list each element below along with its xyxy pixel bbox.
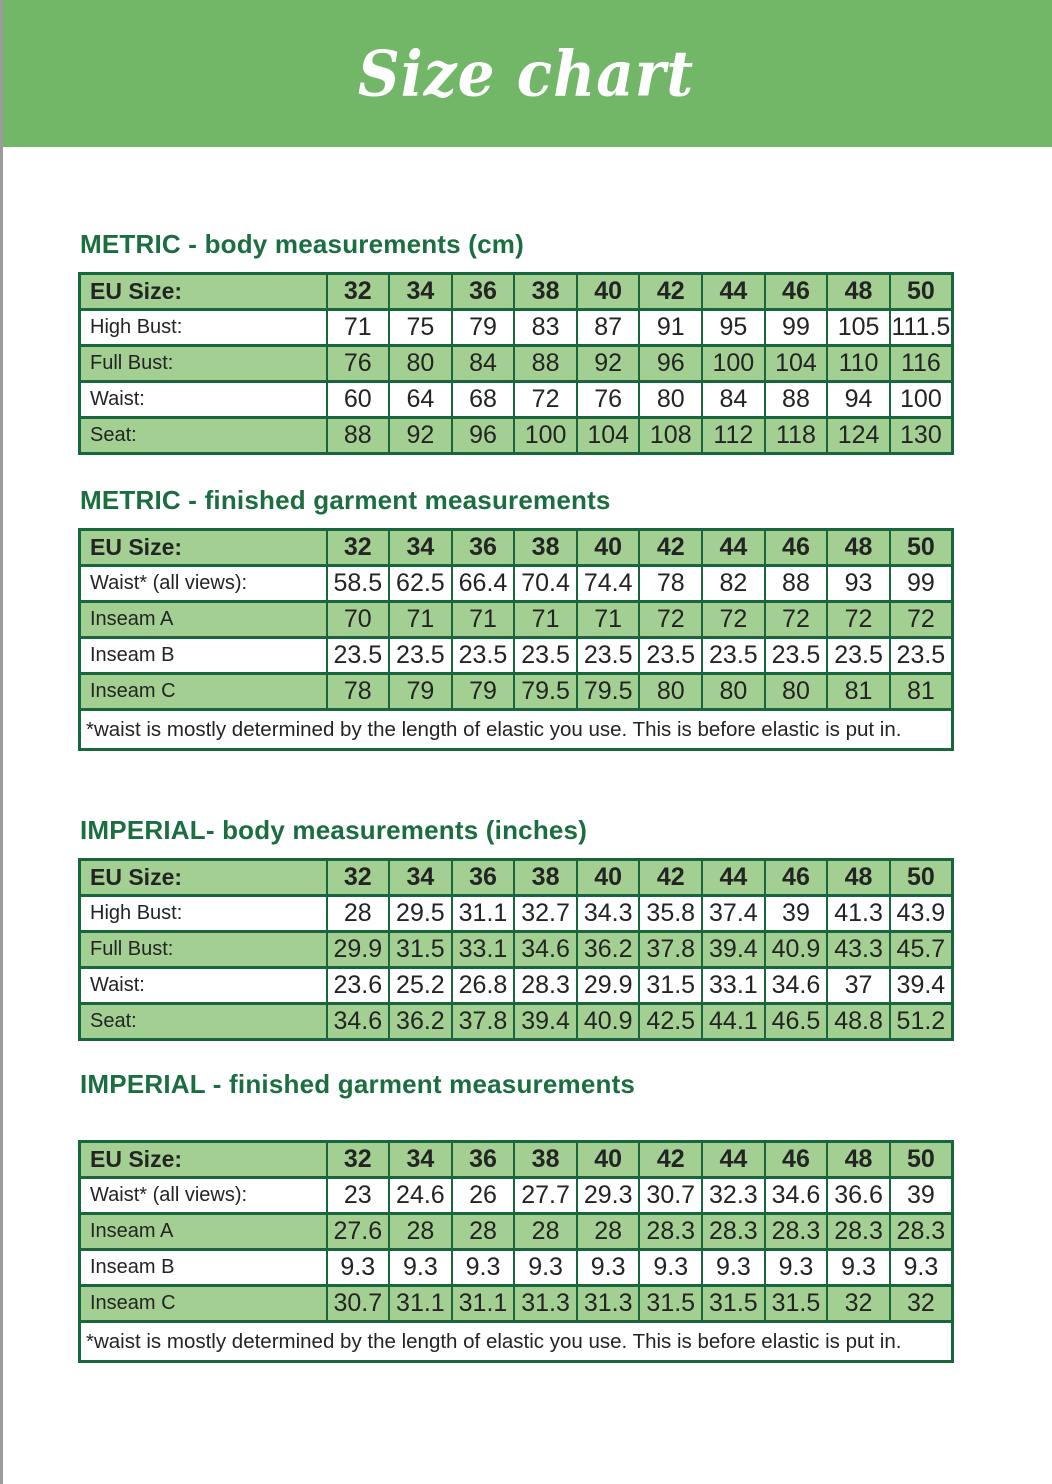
measurement-value: 28.3 bbox=[702, 1214, 765, 1250]
footnote-text: *waist is mostly determined by the length of elastic you use. This is before elastic is put in. bbox=[80, 1322, 953, 1362]
measurement-value: 23.5 bbox=[639, 638, 702, 674]
page-edge-line bbox=[0, 0, 3, 1484]
row-label: Inseam A bbox=[80, 602, 327, 638]
measurement-value: 31.1 bbox=[389, 1286, 452, 1322]
measurement-value: 100 bbox=[514, 418, 577, 454]
measurement-value: 94 bbox=[827, 382, 890, 418]
measurement-value: 24.6 bbox=[389, 1178, 452, 1214]
eu-size-value: 48 bbox=[827, 274, 890, 310]
measurement-value: 60 bbox=[327, 382, 390, 418]
measurement-value: 40.9 bbox=[765, 932, 828, 968]
measurement-value: 35.8 bbox=[639, 896, 702, 932]
section-title: METRIC - finished garment measurements bbox=[80, 485, 611, 515]
measurement-value: 9.3 bbox=[452, 1250, 515, 1286]
measurement-value: 79 bbox=[452, 310, 515, 346]
measurement-value: 28 bbox=[577, 1214, 640, 1250]
footnote-text: *waist is mostly determined by the length of elastic you use. This is before elastic is put in. bbox=[80, 710, 953, 750]
measurement-value: 39.4 bbox=[890, 968, 953, 1004]
measurement-value: 32 bbox=[827, 1286, 890, 1322]
measurement-value: 34.6 bbox=[765, 968, 828, 1004]
measurement-value: 130 bbox=[890, 418, 953, 454]
eu-size-value: 36 bbox=[452, 1142, 515, 1178]
row-label: Inseam B bbox=[80, 1250, 327, 1286]
table-row bbox=[80, 346, 953, 382]
eu-size-value: 38 bbox=[514, 860, 577, 896]
measurement-value: 71 bbox=[452, 602, 515, 638]
measurement-value: 71 bbox=[327, 310, 390, 346]
table-row bbox=[80, 896, 953, 932]
table-row bbox=[80, 932, 953, 968]
measurement-value: 31.5 bbox=[639, 1286, 702, 1322]
eu-size-value: 42 bbox=[639, 530, 702, 566]
measurement-value: 79 bbox=[389, 674, 452, 710]
eu-size-value: 40 bbox=[577, 860, 640, 896]
measurement-value: 9.3 bbox=[890, 1250, 953, 1286]
measurement-value: 91 bbox=[639, 310, 702, 346]
measurement-value: 9.3 bbox=[765, 1250, 828, 1286]
eu-size-value: 50 bbox=[890, 860, 953, 896]
measurement-value: 70 bbox=[327, 602, 390, 638]
eu-size-value: 32 bbox=[327, 274, 390, 310]
measurement-value: 27.7 bbox=[514, 1178, 577, 1214]
row-label: Waist: bbox=[80, 968, 327, 1004]
eu-size-value: 38 bbox=[514, 1142, 577, 1178]
table-row bbox=[80, 968, 953, 1004]
measurement-value: 28.3 bbox=[765, 1214, 828, 1250]
measurement-value: 88 bbox=[514, 346, 577, 382]
eu-size-value: 42 bbox=[639, 860, 702, 896]
measurement-value: 23.5 bbox=[765, 638, 828, 674]
measurement-value: 79.5 bbox=[577, 674, 640, 710]
measurement-value: 43.9 bbox=[890, 896, 953, 932]
size-table bbox=[78, 528, 954, 751]
measurement-value: 71 bbox=[577, 602, 640, 638]
measurement-value: 72 bbox=[827, 602, 890, 638]
measurement-value: 40.9 bbox=[577, 1004, 640, 1040]
row-label: Waist* (all views): bbox=[80, 566, 327, 602]
measurement-value: 23.5 bbox=[452, 638, 515, 674]
measurement-value: 28.3 bbox=[890, 1214, 953, 1250]
measurement-value: 64 bbox=[389, 382, 452, 418]
eu-size-value: 44 bbox=[702, 530, 765, 566]
eu-size-value: 42 bbox=[639, 274, 702, 310]
measurement-value: 33.1 bbox=[452, 932, 515, 968]
measurement-value: 39.4 bbox=[702, 932, 765, 968]
measurement-value: 29.3 bbox=[577, 1178, 640, 1214]
measurement-value: 96 bbox=[452, 418, 515, 454]
measurement-value: 31.5 bbox=[389, 932, 452, 968]
measurement-value: 76 bbox=[577, 382, 640, 418]
measurement-value: 70.4 bbox=[514, 566, 577, 602]
measurement-value: 23.5 bbox=[577, 638, 640, 674]
eu-size-value: 44 bbox=[702, 274, 765, 310]
eu-size-value: 36 bbox=[452, 274, 515, 310]
measurement-value: 37.8 bbox=[452, 1004, 515, 1040]
eu-size-value: 48 bbox=[827, 1142, 890, 1178]
measurement-value: 34.6 bbox=[765, 1178, 828, 1214]
eu-size-value: 34 bbox=[389, 274, 452, 310]
measurement-value: 32.3 bbox=[702, 1178, 765, 1214]
measurement-value: 39 bbox=[890, 1178, 953, 1214]
measurement-value: 28 bbox=[389, 1214, 452, 1250]
eu-size-value: 32 bbox=[327, 530, 390, 566]
sections-container bbox=[78, 229, 1052, 1363]
page-title: Size chart bbox=[357, 36, 695, 111]
row-label: Inseam A bbox=[80, 1214, 327, 1250]
measurement-value: 9.3 bbox=[327, 1250, 390, 1286]
table-row bbox=[80, 1250, 953, 1286]
size-table-section bbox=[78, 815, 1052, 1041]
eu-size-header-row bbox=[80, 860, 953, 896]
measurement-value: 23.5 bbox=[514, 638, 577, 674]
measurement-value: 99 bbox=[765, 310, 828, 346]
row-label: Seat: bbox=[80, 1004, 327, 1040]
measurement-value: 80 bbox=[702, 674, 765, 710]
measurement-value: 79 bbox=[452, 674, 515, 710]
measurement-value: 111.5 bbox=[890, 310, 953, 346]
measurement-value: 43.3 bbox=[827, 932, 890, 968]
section-title: IMPERIAL - finished garment measurements bbox=[80, 1069, 636, 1099]
row-label: Inseam C bbox=[80, 674, 327, 710]
measurement-value: 104 bbox=[765, 346, 828, 382]
measurement-value: 80 bbox=[765, 674, 828, 710]
measurement-value: 74.4 bbox=[577, 566, 640, 602]
row-label: Seat: bbox=[80, 418, 327, 454]
measurement-value: 92 bbox=[389, 418, 452, 454]
measurement-value: 76 bbox=[327, 346, 390, 382]
measurement-value: 48.8 bbox=[827, 1004, 890, 1040]
size-table bbox=[78, 1140, 954, 1363]
measurement-value: 82 bbox=[702, 566, 765, 602]
measurement-value: 29.9 bbox=[327, 932, 390, 968]
measurement-value: 80 bbox=[639, 674, 702, 710]
measurement-value: 100 bbox=[890, 382, 953, 418]
measurement-value: 25.2 bbox=[389, 968, 452, 1004]
measurement-value: 92 bbox=[577, 346, 640, 382]
size-table-section bbox=[78, 1069, 1052, 1363]
eu-size-value: 38 bbox=[514, 274, 577, 310]
measurement-value: 84 bbox=[702, 382, 765, 418]
measurement-value: 9.3 bbox=[702, 1250, 765, 1286]
measurement-value: 23.5 bbox=[827, 638, 890, 674]
measurement-value: 31.5 bbox=[765, 1286, 828, 1322]
measurement-value: 81 bbox=[827, 674, 890, 710]
measurement-value: 31.5 bbox=[702, 1286, 765, 1322]
table-row bbox=[80, 1178, 953, 1214]
measurement-value: 83 bbox=[514, 310, 577, 346]
measurement-value: 78 bbox=[327, 674, 390, 710]
measurement-value: 96 bbox=[639, 346, 702, 382]
eu-size-header-row bbox=[80, 1142, 953, 1178]
measurement-value: 41.3 bbox=[827, 896, 890, 932]
measurement-value: 71 bbox=[514, 602, 577, 638]
eu-size-value: 36 bbox=[452, 860, 515, 896]
measurement-value: 33.1 bbox=[702, 968, 765, 1004]
measurement-value: 42.5 bbox=[639, 1004, 702, 1040]
measurement-value: 37 bbox=[827, 968, 890, 1004]
table-row bbox=[80, 566, 953, 602]
measurement-value: 88 bbox=[327, 418, 390, 454]
eu-size-value: 50 bbox=[890, 1142, 953, 1178]
eu-size-value: 34 bbox=[389, 860, 452, 896]
table-row bbox=[80, 674, 953, 710]
measurement-value: 23 bbox=[327, 1178, 390, 1214]
measurement-value: 80 bbox=[389, 346, 452, 382]
measurement-value: 23.6 bbox=[327, 968, 390, 1004]
measurement-value: 78 bbox=[639, 566, 702, 602]
eu-size-value: 50 bbox=[890, 530, 953, 566]
measurement-value: 84 bbox=[452, 346, 515, 382]
measurement-value: 28 bbox=[327, 896, 390, 932]
eu-size-value: 46 bbox=[765, 530, 828, 566]
measurement-value: 23.5 bbox=[890, 638, 953, 674]
measurement-value: 72 bbox=[514, 382, 577, 418]
measurement-value: 72 bbox=[890, 602, 953, 638]
measurement-value: 28.3 bbox=[514, 968, 577, 1004]
table-row bbox=[80, 418, 953, 454]
eu-size-value: 48 bbox=[827, 530, 890, 566]
measurement-value: 30.7 bbox=[327, 1286, 390, 1322]
measurement-value: 112 bbox=[702, 418, 765, 454]
measurement-value: 9.3 bbox=[827, 1250, 890, 1286]
measurement-value: 72 bbox=[639, 602, 702, 638]
measurement-value: 100 bbox=[702, 346, 765, 382]
eu-size-value: 50 bbox=[890, 274, 953, 310]
measurement-value: 36.2 bbox=[577, 932, 640, 968]
measurement-value: 39.4 bbox=[514, 1004, 577, 1040]
measurement-value: 51.2 bbox=[890, 1004, 953, 1040]
eu-size-header-row bbox=[80, 530, 953, 566]
measurement-value: 104 bbox=[577, 418, 640, 454]
measurement-value: 23.5 bbox=[327, 638, 390, 674]
measurement-value: 9.3 bbox=[639, 1250, 702, 1286]
measurement-value: 37.8 bbox=[639, 932, 702, 968]
measurement-value: 75 bbox=[389, 310, 452, 346]
eu-size-value: 44 bbox=[702, 1142, 765, 1178]
eu-size-value: 48 bbox=[827, 860, 890, 896]
measurement-value: 31.3 bbox=[577, 1286, 640, 1322]
eu-size-value: 34 bbox=[389, 1142, 452, 1178]
eu-size-value: 42 bbox=[639, 1142, 702, 1178]
table-row bbox=[80, 638, 953, 674]
row-label: High Bust: bbox=[80, 310, 327, 346]
content-area bbox=[0, 147, 1052, 1363]
footnote-row bbox=[80, 1322, 953, 1362]
measurement-value: 9.3 bbox=[389, 1250, 452, 1286]
measurement-value: 39 bbox=[765, 896, 828, 932]
header-banner bbox=[0, 0, 1052, 147]
measurement-value: 31.5 bbox=[639, 968, 702, 1004]
measurement-value: 28.3 bbox=[827, 1214, 890, 1250]
eu-size-value: 36 bbox=[452, 530, 515, 566]
measurement-value: 34.3 bbox=[577, 896, 640, 932]
measurement-value: 72 bbox=[702, 602, 765, 638]
measurement-value: 95 bbox=[702, 310, 765, 346]
table-row bbox=[80, 310, 953, 346]
measurement-value: 108 bbox=[639, 418, 702, 454]
footnote-row bbox=[80, 710, 953, 750]
measurement-value: 23.5 bbox=[389, 638, 452, 674]
row-label: High Bust: bbox=[80, 896, 327, 932]
size-table bbox=[78, 858, 954, 1041]
measurement-value: 36.6 bbox=[827, 1178, 890, 1214]
eu-size-value: 38 bbox=[514, 530, 577, 566]
eu-size-value: 34 bbox=[389, 530, 452, 566]
section-title: METRIC - body measurements (cm) bbox=[80, 229, 524, 259]
measurement-value: 88 bbox=[765, 382, 828, 418]
measurement-value: 26.8 bbox=[452, 968, 515, 1004]
eu-size-value: 40 bbox=[577, 530, 640, 566]
eu-size-label: EU Size: bbox=[80, 530, 327, 566]
measurement-value: 88 bbox=[765, 566, 828, 602]
row-label: Inseam C bbox=[80, 1286, 327, 1322]
measurement-value: 28.3 bbox=[639, 1214, 702, 1250]
measurement-value: 30.7 bbox=[639, 1178, 702, 1214]
section-title: IMPERIAL- body measurements (inches) bbox=[80, 815, 588, 845]
measurement-value: 31.1 bbox=[452, 896, 515, 932]
measurement-value: 29.5 bbox=[389, 896, 452, 932]
measurement-value: 79.5 bbox=[514, 674, 577, 710]
measurement-value: 68 bbox=[452, 382, 515, 418]
eu-size-value: 46 bbox=[765, 860, 828, 896]
eu-size-value: 32 bbox=[327, 1142, 390, 1178]
measurement-value: 32.7 bbox=[514, 896, 577, 932]
row-label: Full Bust: bbox=[80, 346, 327, 382]
measurement-value: 87 bbox=[577, 310, 640, 346]
measurement-value: 81 bbox=[890, 674, 953, 710]
table-row bbox=[80, 382, 953, 418]
size-table-section bbox=[78, 229, 1052, 455]
table-row bbox=[80, 1214, 953, 1250]
eu-size-label: EU Size: bbox=[80, 860, 327, 896]
row-label: Waist: bbox=[80, 382, 327, 418]
measurement-value: 34.6 bbox=[327, 1004, 390, 1040]
measurement-value: 45.7 bbox=[890, 932, 953, 968]
measurement-value: 36.2 bbox=[389, 1004, 452, 1040]
measurement-value: 9.3 bbox=[514, 1250, 577, 1286]
measurement-value: 71 bbox=[389, 602, 452, 638]
eu-size-value: 40 bbox=[577, 274, 640, 310]
size-table bbox=[78, 272, 954, 455]
measurement-value: 29.9 bbox=[577, 968, 640, 1004]
measurement-value: 31.3 bbox=[514, 1286, 577, 1322]
row-label: Waist* (all views): bbox=[80, 1178, 327, 1214]
measurement-value: 34.6 bbox=[514, 932, 577, 968]
measurement-value: 37.4 bbox=[702, 896, 765, 932]
eu-size-header-row bbox=[80, 274, 953, 310]
measurement-value: 116 bbox=[890, 346, 953, 382]
measurement-value: 72 bbox=[765, 602, 828, 638]
eu-size-value: 32 bbox=[327, 860, 390, 896]
size-table-section bbox=[78, 485, 1052, 751]
table-row bbox=[80, 1004, 953, 1040]
measurement-value: 110 bbox=[827, 346, 890, 382]
measurement-value: 99 bbox=[890, 566, 953, 602]
measurement-value: 46.5 bbox=[765, 1004, 828, 1040]
eu-size-value: 40 bbox=[577, 1142, 640, 1178]
measurement-value: 105 bbox=[827, 310, 890, 346]
measurement-value: 66.4 bbox=[452, 566, 515, 602]
measurement-value: 44.1 bbox=[702, 1004, 765, 1040]
measurement-value: 28 bbox=[452, 1214, 515, 1250]
eu-size-value: 46 bbox=[765, 1142, 828, 1178]
table-row bbox=[80, 1286, 953, 1322]
measurement-value: 26 bbox=[452, 1178, 515, 1214]
measurement-value: 62.5 bbox=[389, 566, 452, 602]
measurement-value: 58.5 bbox=[327, 566, 390, 602]
measurement-value: 31.1 bbox=[452, 1286, 515, 1322]
measurement-value: 80 bbox=[639, 382, 702, 418]
measurement-value: 9.3 bbox=[577, 1250, 640, 1286]
measurement-value: 28 bbox=[514, 1214, 577, 1250]
measurement-value: 27.6 bbox=[327, 1214, 390, 1250]
measurement-value: 93 bbox=[827, 566, 890, 602]
row-label: Inseam B bbox=[80, 638, 327, 674]
measurement-value: 118 bbox=[765, 418, 828, 454]
row-label: Full Bust: bbox=[80, 932, 327, 968]
measurement-value: 32 bbox=[890, 1286, 953, 1322]
eu-size-label: EU Size: bbox=[80, 274, 327, 310]
measurement-value: 23.5 bbox=[702, 638, 765, 674]
eu-size-value: 44 bbox=[702, 860, 765, 896]
measurement-value: 124 bbox=[827, 418, 890, 454]
eu-size-label: EU Size: bbox=[80, 1142, 327, 1178]
table-row bbox=[80, 602, 953, 638]
eu-size-value: 46 bbox=[765, 274, 828, 310]
